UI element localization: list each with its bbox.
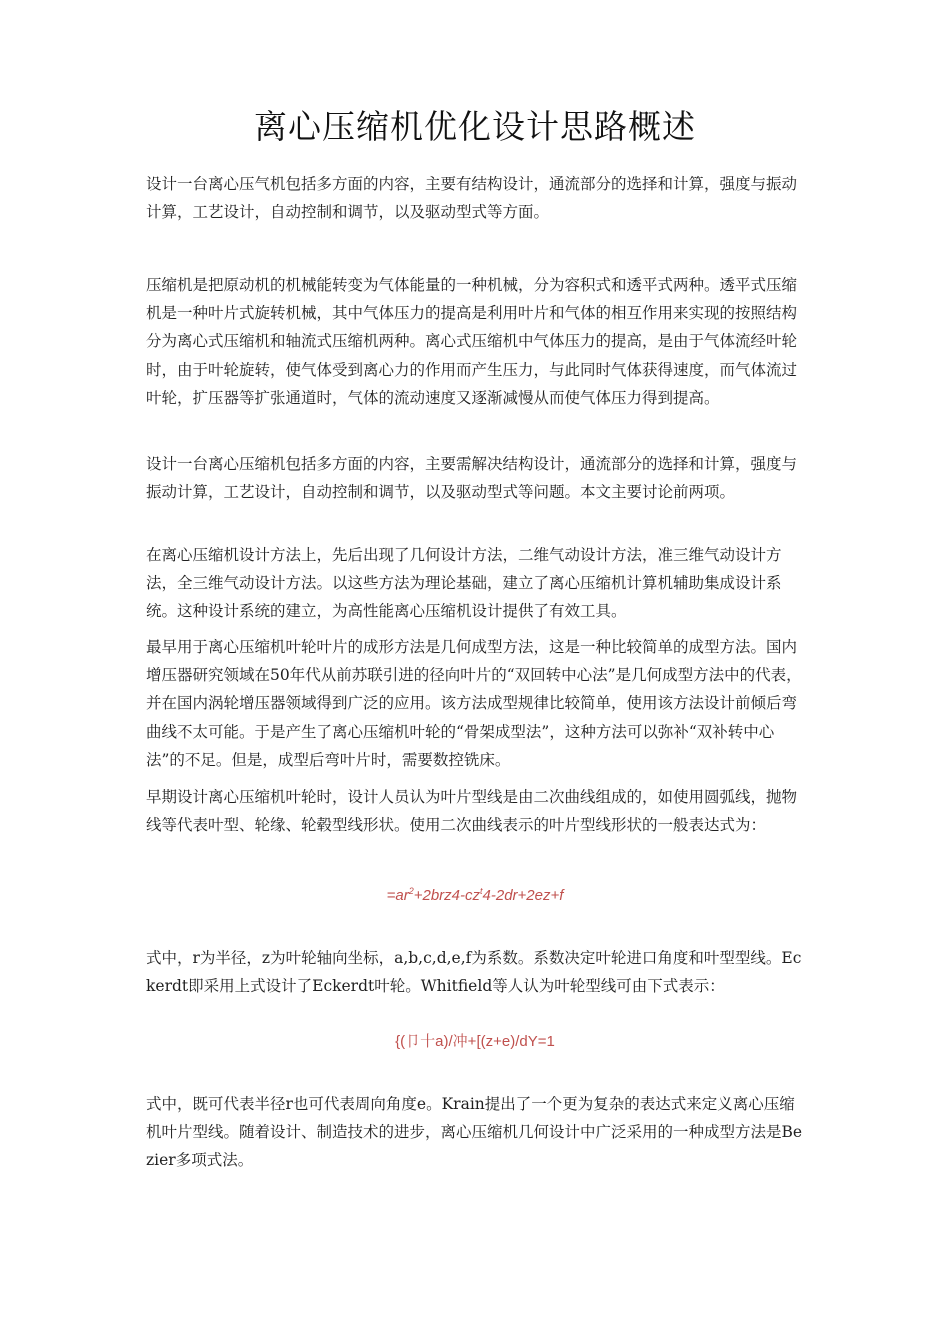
formula-part-1: =ar (386, 887, 409, 904)
formula-whitfield: {(卩十a)/冲+[(z+e)/dY=1 (395, 1033, 555, 1050)
formula-quadratic (0, 886, 950, 904)
formula-part-3: 4-2dr+2ez+f (482, 887, 564, 904)
paragraph-7: 式中，r为半径，z为叶轮轴向坐标，a,b,c,d,e,f为系数。系数决定叶轮进口角度和叶型型线。Eckerdt即采用上式设计了Eckerdt叶轮。Whitfield等人认为叶轮型线可由下式表示： (146, 949, 802, 996)
paragraph-8: 式中，既可代表半径r也可代表周向角度e。Krain提出了一个更为复杂的表达式来定义离心压缩机叶片型线。随着设计、制造技术的进步，离心压缩机几何设计中广泛采用的一种成型方法是Bezier多项式法。 (146, 1095, 803, 1170)
page-title: 离心压缩机优化设计思路概述 (254, 107, 696, 146)
formula-superscript-2: t (480, 886, 483, 896)
paragraph-1: 设计一台离心压气机包括多方面的内容，主要有结构设计，通流部分的选择和计算，强度与振动计算，工艺设计，自动控制和调节，以及驱动型式等方面。 (146, 175, 798, 222)
paragraph-4: 在离心压缩机设计方法上，先后出现了几何设计方法，二维气动设计方法，准三维气动设计方法，全三维气动设计方法。以这些方法为理论基础，建立了离心压缩机计算机辅助集成设计系统。这种设计系统的建立，为高性能离心压缩机设计提供了有效工具。 (146, 546, 782, 621)
paragraph-5: 最早用于离心压缩机叶轮叶片的成形方法是几何成型方法，这是一种比较简单的成型方法。国内增压器研究领域在50年代从前苏联引进的径向叶片的“双回转中心法”是几何成型方法中的代表，并在国内涡轮增压器领域得到广泛的应用。该方法成型规律比较简单，使用该方法设计前倾后弯曲线不太可能。于是产生了离心压缩机叶轮的“骨架成型法”，这种方法可以弥补“双补转中心法”的不足。但是，成型后弯叶片时，需要数控铣床。 (146, 638, 802, 769)
paragraph-2: 压缩机是把原动机的机械能转变为气体能量的一种机械，分为容积式和透平式两种。透平式压缩机是一种叶片式旋转机械，其中气体压力的提高是利用叶片和气体的相互作用来实现的按照结构分为离心式压缩机和轴流式压缩机两种。离心式压缩机中气体压力的提高，是由于气体流经叶轮时，由于叶轮旋转，使气体受到离心力的作用而产生压力，与此同时气体获得速度，而气体流过叶轮，扩压器等扩张通道时，气体的流动速度又逐渐减慢从而使气体压力得到提高。 (146, 276, 798, 407)
paragraph-6: 早期设计离心压缩机叶轮时，设计人员认为叶片型线是由二次曲线组成的，如使用圆弧线，抛物线等代表叶型、轮缘、轮毂型线形状。使用二次曲线表示的叶片型线形状的一般表达式为： (146, 788, 798, 835)
paragraph-3: 设计一台离心压缩机包括多方面的内容，主要需解决结构设计，通流部分的选择和计算，强度与振动计算，工艺设计，自动控制和调节，以及驱动型式等问题。本文主要讨论前两项。 (146, 455, 798, 502)
formula-superscript-1: 2 (408, 886, 414, 896)
formula-part-2: +2brz4-cz (413, 887, 480, 904)
